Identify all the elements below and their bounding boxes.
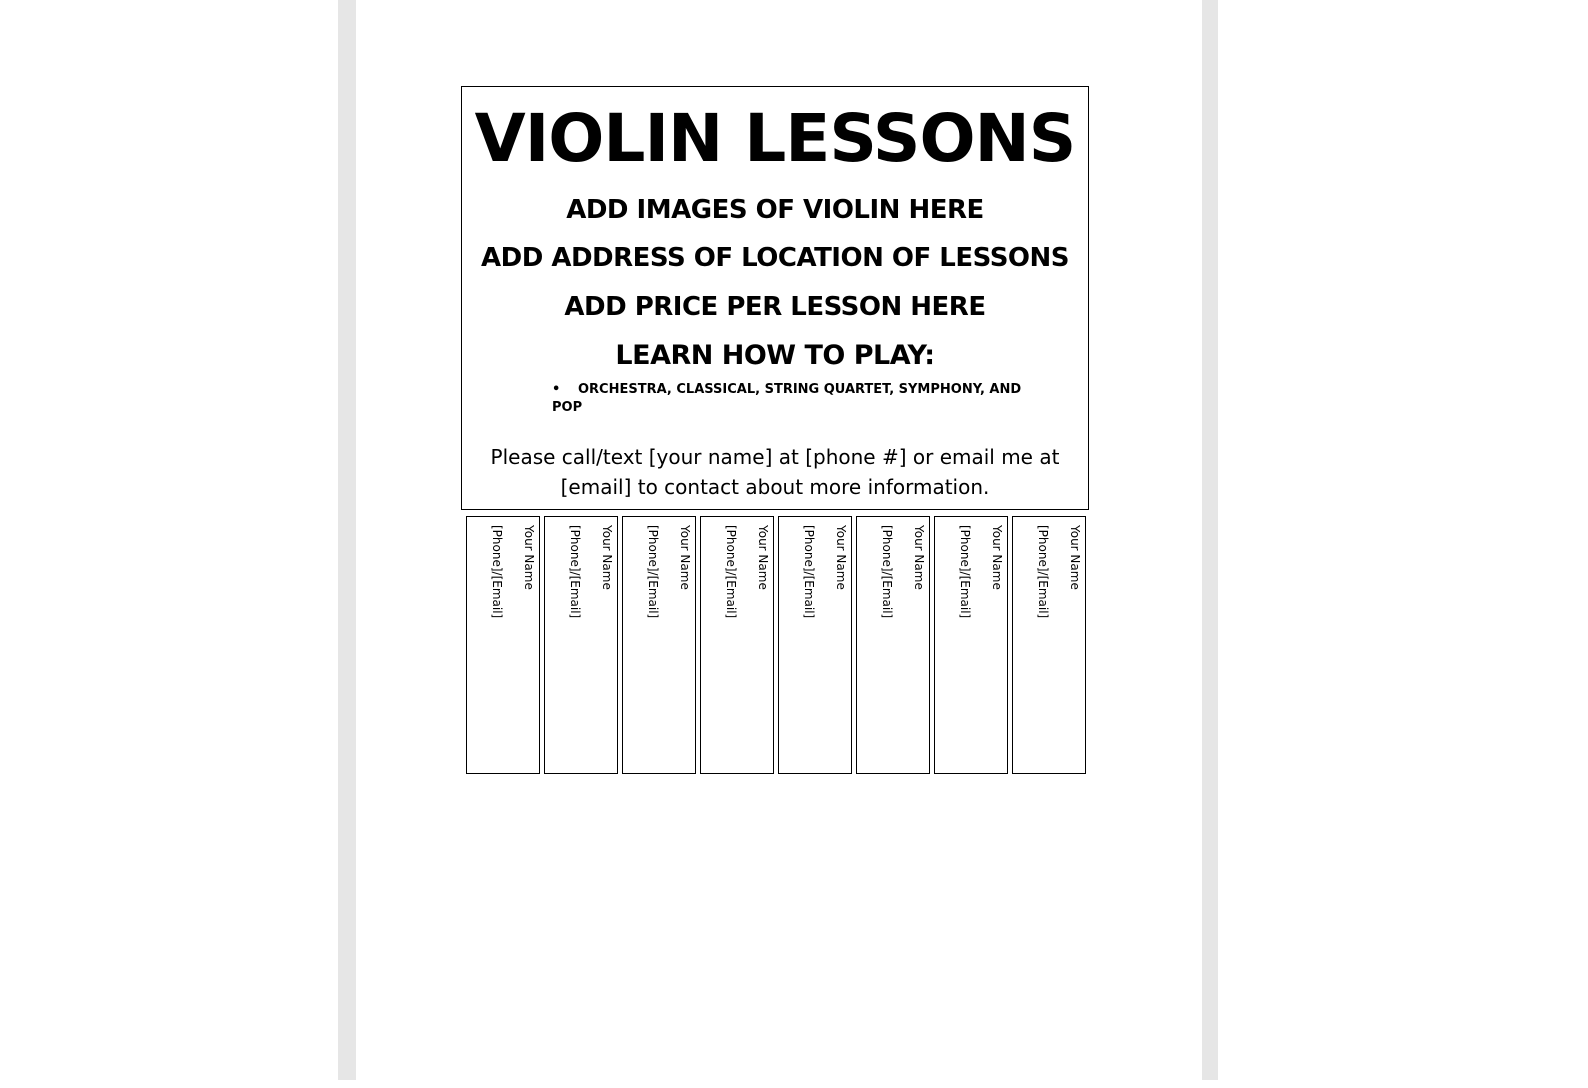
flyer-title: VIOLIN LESSONS	[474, 100, 1076, 177]
page-shadow-right	[1202, 0, 1218, 1080]
tab-name: Your Name	[912, 525, 926, 590]
tab-contact: [Phone]/[Email]	[1036, 525, 1050, 619]
tab-contact: [Phone]/[Email]	[802, 525, 816, 619]
tab-contact: [Phone]/[Email]	[568, 525, 582, 619]
flyer-box	[461, 86, 1089, 510]
tab-text	[1027, 525, 1091, 618]
price-placeholder-line: ADD PRICE PER LESSON HERE	[564, 292, 986, 322]
styles-bullet-text: ORCHESTRA, CLASSICAL, STRING QUARTET, SYMPHONY, AND POP	[552, 382, 1022, 415]
bullet-icon: •	[552, 382, 561, 397]
tab-name: Your Name	[990, 525, 1004, 590]
tab-name: Your Name	[600, 525, 614, 590]
contact-paragraph	[462, 442, 1088, 502]
tear-off-tab	[856, 516, 930, 774]
tab-text	[637, 525, 701, 618]
tear-off-tab	[466, 516, 540, 774]
tear-off-tab	[544, 516, 618, 774]
tab-text	[481, 525, 545, 618]
tab-contact: [Phone]/[Email]	[958, 525, 972, 619]
tab-text	[949, 525, 1013, 618]
tab-name: Your Name	[834, 525, 848, 590]
tab-text	[793, 525, 857, 618]
tear-off-tab	[934, 516, 1008, 774]
tab-name: Your Name	[756, 525, 770, 590]
learn-heading: LEARN HOW TO PLAY:	[615, 340, 935, 371]
contact-line-1: Please call/text [your name] at [phone #] or email me at	[490, 445, 1060, 469]
tab-name: Your Name	[522, 525, 536, 590]
tab-name: Your Name	[1068, 525, 1082, 590]
tab-text	[559, 525, 623, 618]
tab-contact: [Phone]/[Email]	[880, 525, 894, 619]
address-placeholder-line: ADD ADDRESS OF LOCATION OF LESSONS	[480, 243, 1070, 273]
tear-off-tab	[622, 516, 696, 774]
tab-name: Your Name	[678, 525, 692, 590]
tear-off-tab	[700, 516, 774, 774]
tear-off-tabs	[466, 516, 1088, 776]
styles-bullet-item	[552, 381, 1052, 417]
images-placeholder-line: ADD IMAGES OF VIOLIN HERE	[566, 195, 984, 225]
contact-line-2: [email] to contact about more information.	[560, 475, 990, 499]
page-shadow-left	[338, 0, 356, 1080]
tab-contact: [Phone]/[Email]	[490, 525, 504, 619]
tab-contact: [Phone]/[Email]	[724, 525, 738, 619]
tear-off-tab	[778, 516, 852, 774]
tear-off-tab	[1012, 516, 1086, 774]
tab-text	[871, 525, 935, 618]
tab-text	[715, 525, 779, 618]
tab-contact: [Phone]/[Email]	[646, 525, 660, 619]
